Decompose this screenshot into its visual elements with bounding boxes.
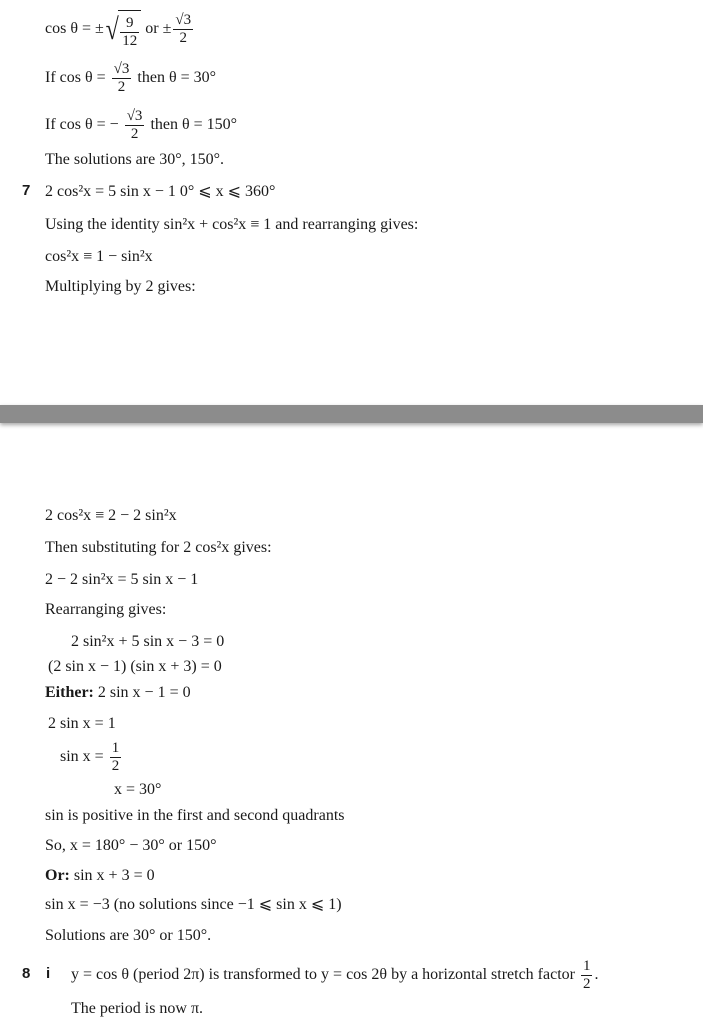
cos-squared-identity: cos²x ≡ 1 − sin²x — [45, 248, 153, 265]
quadratic-equation: 2 sin²x + 5 sin x − 3 = 0 — [71, 633, 225, 650]
doubled-identity: 2 cos²x ≡ 2 − 2 sin²x — [45, 507, 177, 524]
solutions-line: The solutions are 30°, 150°. — [45, 151, 224, 168]
question-8-number: 8 — [22, 965, 31, 982]
sin-x-equals-half: sin x = $\frac{1}{2}$ — [60, 739, 120, 774]
case-cos-negative: If cos θ = − $\frac{√3}{2}$ then θ = 150° — [45, 107, 238, 142]
question-7-number: 7 — [22, 182, 31, 199]
page-separator — [0, 405, 703, 423]
no-solutions-line: sin x = −3 (no solutions since −1 ⩽ sin x ⩽ 1) — [45, 896, 342, 913]
sqrt-sign: √ — [105, 12, 119, 46]
question-7-statement: 2 cos²x = 5 sin x − 1 0° ⩽ x ⩽ 360° — [45, 183, 276, 200]
either-case: Either: 2 sin x − 1 = 0 — [45, 684, 191, 701]
substitution-line: Then substituting for 2 cos²x gives: — [45, 539, 272, 556]
equation-cos-theta-values: cos θ = ±√ $\frac{9}{12}$ or ± $\frac{√3}{2}$ — [45, 6, 195, 53]
case-cos-positive: If cos θ = $\frac{√3}{2}$ then θ = 30° — [45, 60, 217, 95]
question-8-statement: y = cos θ (period 2π) is transformed to y = cos 2θ by a horizontal stretch factor $\frac{1}{2}$ . — [71, 957, 599, 992]
identity-line: Using the identity sin²x + cos²x ≡ 1 and rearranging gives: — [45, 216, 419, 233]
factorised-equation: (2 sin x − 1) (sin x + 3) = 0 — [48, 658, 222, 675]
question-8-part: i — [46, 965, 51, 982]
second-solution: So, x = 180° − 30° or 150° — [45, 837, 217, 854]
multiply-by-2-line: Multiplying by 2 gives: — [45, 278, 196, 295]
or-case: Or: sin x + 3 = 0 — [45, 867, 155, 884]
substituted-equation: 2 − 2 sin²x = 5 sin x − 1 — [45, 571, 199, 588]
rearranging-line: Rearranging gives: — [45, 601, 167, 618]
final-solutions: Solutions are 30° or 150°. — [45, 927, 212, 944]
period-line: The period is now π. — [71, 1000, 204, 1017]
quadrant-note: sin is positive in the first and second quadrants — [45, 807, 345, 824]
sqrt-content: $\frac{9}{12}$ — [118, 10, 141, 53]
x-equals-30: x = 30° — [114, 781, 162, 798]
two-sin-x-equals-1: 2 sin x = 1 — [48, 715, 116, 732]
